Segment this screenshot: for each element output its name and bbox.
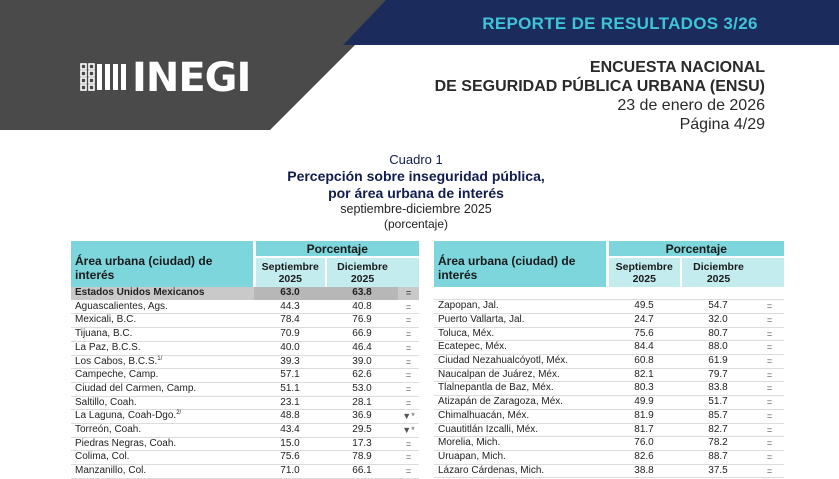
table-row	[434, 396, 784, 410]
september-value-cell: 44.3	[254, 300, 326, 314]
december-value-cell: 83.8	[681, 382, 755, 396]
city-name: Atizapán de Zaragoza, Méx.	[438, 396, 564, 408]
cuadro-number: Cuadro 1	[389, 152, 443, 167]
december-column-header	[681, 257, 755, 287]
change-indicator: =	[755, 450, 784, 464]
change-indicator: =	[398, 369, 419, 383]
december-year: 2025	[706, 273, 731, 285]
city-name-cell	[434, 341, 607, 355]
september-value-cell: 81.7	[607, 423, 681, 437]
city-name-cell	[434, 287, 607, 300]
change-indicator: =	[398, 300, 419, 314]
city-name: Colima, Col.	[75, 451, 130, 463]
report-title: REPORTE DE RESULTADOS 3/26	[482, 14, 758, 33]
september-value-cell	[607, 287, 681, 300]
table-row	[434, 437, 784, 451]
change-indicator: =	[398, 355, 419, 369]
december-value-cell: 36.9	[326, 410, 398, 424]
city-name: Campeche, Camp.	[75, 369, 159, 381]
city-name-cell	[71, 341, 254, 355]
city-name: Tlalnepantla de Baz, Méx.	[438, 382, 554, 394]
change-indicator: =	[755, 423, 784, 437]
september-value-cell: 78.4	[254, 314, 326, 328]
september-year: 2025	[632, 273, 656, 285]
city-name-cell	[71, 382, 254, 396]
decrease-triangle-icon: ▼*	[398, 410, 419, 424]
city-name: Naucalpan de Juárez, Méx.	[438, 368, 560, 380]
city-name: La Paz, B.C.S.	[75, 341, 141, 353]
change-indicator: =	[398, 451, 419, 465]
september-value-cell: 80.3	[607, 382, 681, 396]
spacer-row	[434, 287, 784, 300]
table-row	[434, 464, 784, 478]
table-row	[71, 369, 419, 383]
change-indicator: =	[755, 341, 784, 355]
december-value-cell: 40.8	[326, 300, 398, 314]
city-name-cell	[434, 450, 607, 464]
city-name-cell	[434, 464, 607, 478]
city-name-cell	[71, 314, 254, 328]
table-row	[434, 409, 784, 423]
cuadro-unit: (porcentaje)	[383, 217, 449, 231]
city-name-cell	[71, 287, 254, 300]
table-row	[71, 465, 419, 479]
table-row	[434, 423, 784, 437]
change-indicator: =	[398, 437, 419, 451]
city-name-cell	[71, 465, 254, 479]
table-row	[71, 410, 419, 424]
table-row	[434, 300, 784, 314]
city-name: Puerto Vallarta, Jal.	[438, 313, 525, 325]
december-label: Diciembre	[693, 261, 744, 273]
city-name: Ciudad Nezahualcóyotl, Méx.	[438, 355, 569, 366]
december-column-header	[326, 257, 398, 287]
city-name: Estados Unidos Mexicanos	[75, 287, 205, 298]
september-value-cell: 49.9	[607, 396, 681, 410]
city-name-cell	[434, 437, 607, 451]
city-name: Piedras Negras, Coah.	[75, 437, 177, 449]
city-name-cell	[71, 300, 254, 314]
city-name: Zapopan, Jal.	[438, 300, 499, 312]
september-value-cell: 49.5	[607, 300, 681, 314]
change-indicator: =	[398, 382, 419, 396]
cuadro-title-line1: Percepción sobre inseguridad pública,	[287, 168, 545, 184]
change-indicator: =	[755, 327, 784, 341]
september-value-cell: 40.0	[254, 341, 326, 355]
september-value-cell: 48.8	[254, 410, 326, 424]
september-value-cell: 76.0	[607, 437, 681, 451]
december-value-cell: 78.9	[326, 451, 398, 465]
table-row	[434, 368, 784, 382]
city-name: Manzanillo, Col.	[75, 465, 147, 477]
december-value-cell	[681, 287, 755, 300]
survey-title-line2: DE SEGURIDAD PÚBLICA URBANA (ENSU)	[434, 78, 765, 95]
december-label: Diciembre	[337, 261, 388, 273]
december-value-cell: 53.0	[326, 382, 398, 396]
december-value-cell: 61.9	[681, 355, 755, 369]
change-indicator: =	[398, 314, 419, 328]
city-name-cell	[71, 369, 254, 383]
september-value-cell: 81.9	[607, 409, 681, 423]
porcentaje-header: Porcentaje	[607, 241, 784, 257]
december-value-cell: 54.7	[681, 300, 755, 314]
december-value-cell: 32.0	[681, 313, 755, 327]
september-value-cell: 51.1	[254, 382, 326, 396]
december-value-cell: 88.7	[681, 450, 755, 464]
change-indicator: =	[398, 341, 419, 355]
city-name: Tijuana, B.C.	[75, 328, 133, 340]
city-name-cell	[71, 355, 254, 369]
footnote-marker: 1/	[157, 355, 163, 362]
area-column-header: Área urbana (ciudad) de interés	[71, 241, 254, 287]
city-name: Cuautitlán Izcalli, Méx.	[438, 423, 539, 435]
table-row	[434, 313, 784, 327]
city-name: Ecatepec, Méx.	[438, 341, 507, 353]
september-year: 2025	[278, 273, 302, 285]
change-column-header	[755, 257, 784, 287]
december-value-cell: 29.5	[326, 424, 398, 438]
change-column-header	[398, 257, 419, 287]
table-row	[71, 328, 419, 342]
change-indicator: =	[755, 409, 784, 423]
december-value-cell: 62.6	[326, 369, 398, 383]
right-data-table	[434, 241, 784, 478]
table-row	[71, 314, 419, 328]
city-name: Los Cabos, B.C.S.	[75, 355, 158, 367]
city-name-cell	[434, 368, 607, 382]
city-name-cell	[434, 409, 607, 423]
september-column-header	[607, 257, 681, 287]
december-value-cell: 66.1	[326, 465, 398, 479]
city-name-cell	[434, 355, 607, 369]
change-indicator: =	[755, 382, 784, 396]
september-value-cell: 39.3	[254, 355, 326, 369]
change-indicator: =	[398, 328, 419, 342]
table-row	[71, 424, 419, 438]
change-indicator: =	[755, 355, 784, 369]
city-name-cell	[71, 424, 254, 438]
logo-text: INEGI	[132, 55, 251, 101]
area-column-header: Área urbana (ciudad) de interés	[434, 241, 607, 287]
inegi-logo-mark-icon	[80, 60, 126, 96]
september-value-cell: 70.9	[254, 328, 326, 342]
december-value-cell: 39.0	[326, 355, 398, 369]
change-indicator: =	[755, 368, 784, 382]
city-name-cell	[71, 396, 254, 410]
change-indicator: =	[755, 396, 784, 410]
december-value-cell: 78.2	[681, 437, 755, 451]
table-row	[71, 451, 419, 465]
change-indicator: =	[398, 465, 419, 479]
table-row	[71, 341, 419, 355]
september-value-cell: 84.4	[607, 341, 681, 355]
city-name-cell	[434, 300, 607, 314]
september-value-cell: 82.6	[607, 450, 681, 464]
december-value-cell: 85.7	[681, 409, 755, 423]
city-name-cell	[71, 410, 254, 424]
decrease-triangle-icon: ▼*	[398, 424, 419, 438]
city-name: Saltillo, Coah.	[75, 396, 137, 408]
national-total-row	[71, 287, 419, 300]
city-name: Chimalhuacán, Méx.	[438, 409, 530, 421]
change-indicator	[755, 287, 784, 300]
city-name-cell	[434, 423, 607, 437]
city-name-cell	[71, 328, 254, 342]
september-label: Septiembre	[615, 261, 673, 273]
table-caption	[270, 152, 562, 231]
december-value-cell: 82.7	[681, 423, 755, 437]
publication-date: 23 de enero de 2026	[617, 97, 765, 114]
september-column-header	[254, 257, 326, 287]
december-value-cell: 46.4	[326, 341, 398, 355]
city-name: Lázaro Cárdenas, Mich.	[438, 464, 545, 476]
september-value-cell: 57.1	[254, 369, 326, 383]
september-value-cell: 60.8	[607, 355, 681, 369]
left-data-table	[71, 241, 419, 479]
city-name-cell	[434, 382, 607, 396]
city-name: La Laguna, Coah-Dgo.	[75, 410, 177, 422]
september-value-cell: 71.0	[254, 465, 326, 479]
september-value-cell: 75.6	[607, 327, 681, 341]
city-name: Aguascalientes, Ags.	[75, 300, 168, 312]
table-row	[434, 341, 784, 355]
december-value-cell: 76.9	[326, 314, 398, 328]
city-name-cell	[434, 327, 607, 341]
page-number: Página 4/29	[679, 116, 765, 133]
survey-title-line1: ENCUESTA NACIONAL	[589, 59, 765, 76]
footnote-marker: 2/	[176, 410, 182, 417]
city-name: Toluca, Méx.	[438, 327, 495, 339]
december-value-cell: 37.5	[681, 464, 755, 478]
table-row	[434, 355, 784, 369]
september-value-cell: 24.7	[607, 313, 681, 327]
city-name-cell	[434, 396, 607, 410]
december-value-cell: 66.9	[326, 328, 398, 342]
city-name-cell	[434, 313, 607, 327]
city-name-cell	[71, 451, 254, 465]
september-value-cell: 63.0	[254, 287, 326, 300]
table-row	[71, 437, 419, 451]
table-row	[434, 382, 784, 396]
city-name-cell	[71, 437, 254, 451]
change-indicator: =	[398, 287, 419, 300]
table-row	[71, 396, 419, 410]
september-value-cell: 15.0	[254, 437, 326, 451]
december-value-cell: 28.1	[326, 396, 398, 410]
december-value-cell: 51.7	[681, 396, 755, 410]
september-value-cell: 75.6	[254, 451, 326, 465]
change-indicator: =	[755, 300, 784, 314]
city-name: Torreón, Coah.	[75, 424, 142, 436]
table-row	[71, 300, 419, 314]
porcentaje-header: Porcentaje	[254, 241, 419, 257]
table-row	[71, 382, 419, 396]
table-row	[434, 327, 784, 341]
city-name: Morelia, Mich.	[438, 437, 501, 449]
change-indicator: =	[755, 464, 784, 478]
september-value-cell: 82.1	[607, 368, 681, 382]
table-row	[71, 355, 419, 369]
december-value-cell: 79.7	[681, 368, 755, 382]
cuadro-title-line2: por área urbana de interés	[328, 185, 504, 201]
inegi-logo	[80, 55, 251, 101]
september-label: Septiembre	[261, 261, 319, 273]
september-value-cell: 43.4	[254, 424, 326, 438]
table-row	[434, 450, 784, 464]
december-value-cell: 63.8	[326, 287, 398, 300]
cuadro-period: septiembre-diciembre 2025	[340, 202, 492, 216]
change-indicator: =	[755, 313, 784, 327]
december-year: 2025	[350, 273, 375, 285]
december-value-cell: 80.7	[681, 327, 755, 341]
city-name: Uruapan, Mich.	[438, 450, 506, 462]
city-name: Ciudad del Carmen, Camp.	[75, 382, 197, 394]
september-value-cell: 23.1	[254, 396, 326, 410]
change-indicator: =	[398, 396, 419, 410]
september-value-cell: 38.8	[607, 464, 681, 478]
december-value-cell: 17.3	[326, 437, 398, 451]
city-name: Mexicali, B.C.	[75, 314, 137, 326]
change-indicator: =	[755, 437, 784, 451]
december-value-cell: 88.0	[681, 341, 755, 355]
survey-info	[435, 58, 765, 134]
